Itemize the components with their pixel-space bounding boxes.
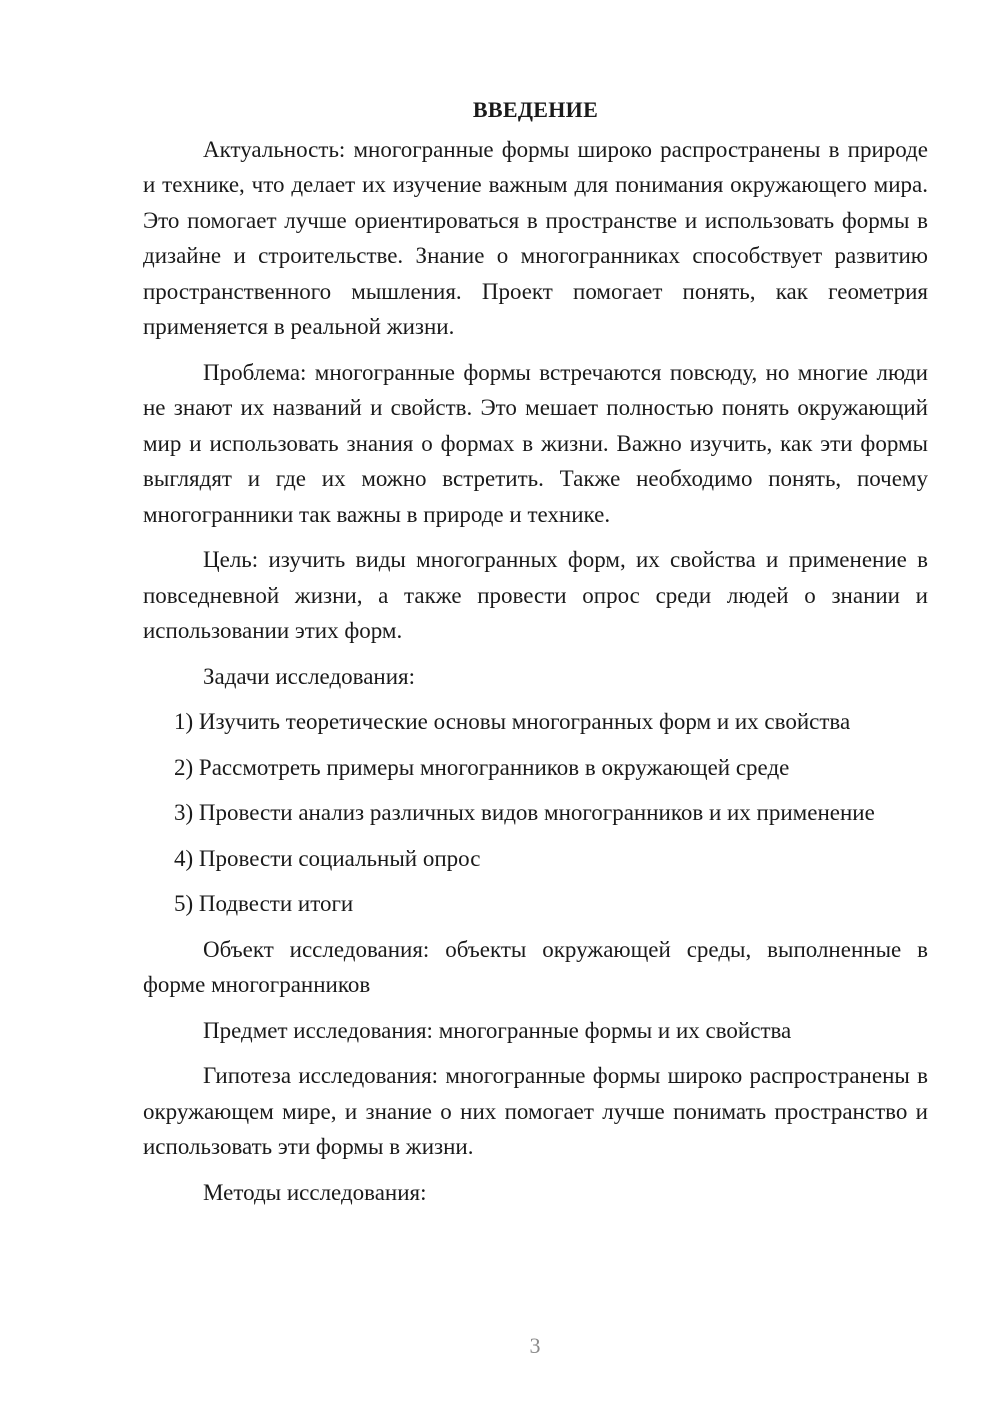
relevance-paragraph: Актуальность: многогранные формы широко распространены в природе и технике, что делает их изучение важным для понимания окружающего мира. Это помогает лучше ориентироваться в пространстве и использовать формы в дизайне и строительстве. Знание о многогранниках способствует развитию пространственного мышления. Проект помогает понять, как геометрия применяется в реальной жизни. bbox=[143, 136, 928, 339]
hypothesis-paragraph: Гипотеза исследования: многогранные формы широко распространены в окружающем мире, и знание о них помогает лучше понимать пространство и использовать эти формы в жизни. bbox=[143, 1063, 928, 1159]
task-item-2: 2) Рассмотреть примеры многогранников в окружающей среде bbox=[174, 754, 790, 780]
page-number: 3 bbox=[529, 1333, 541, 1358]
document-page bbox=[143, 92, 928, 1220]
subject-paragraph: Предмет исследования: многогранные формы и их свойства bbox=[203, 1017, 792, 1043]
section-heading: ВВЕДЕНИЕ bbox=[472, 97, 599, 122]
methods-title: Методы исследования: bbox=[203, 1179, 427, 1205]
task-item-3: 3) Провести анализ различных видов многогранников и их применение bbox=[174, 800, 875, 825]
task-item-5: 5) Подвести итоги bbox=[174, 891, 354, 916]
goal-paragraph: Цель: изучить виды многогранных форм, их свойства и применение в повседневной жизни, а также провести опрос среди людей о знании и использовании этих форм. bbox=[143, 547, 928, 643]
problem-paragraph: Проблема: многогранные формы встречаются повсюду, но многие люди не знают их названий и свойств. Это мешает полностью понять окружающий мир и использовать знания о формах в жизни. Важно изучить, как эти формы выглядят и где их можно встретить. Также необходимо понять, почему многогранники так важны в природе и технике. bbox=[143, 359, 928, 527]
task-item-1: 1) Изучить теоретические основы многогранных форм и их свойства bbox=[174, 709, 851, 734]
task-item-4: 4) Провести социальный опрос bbox=[174, 845, 481, 871]
tasks-title: Задачи исследования: bbox=[203, 663, 416, 689]
object-paragraph: Объект исследования: объекты окружающей среды, выполненные в форме многогранников bbox=[143, 936, 928, 997]
